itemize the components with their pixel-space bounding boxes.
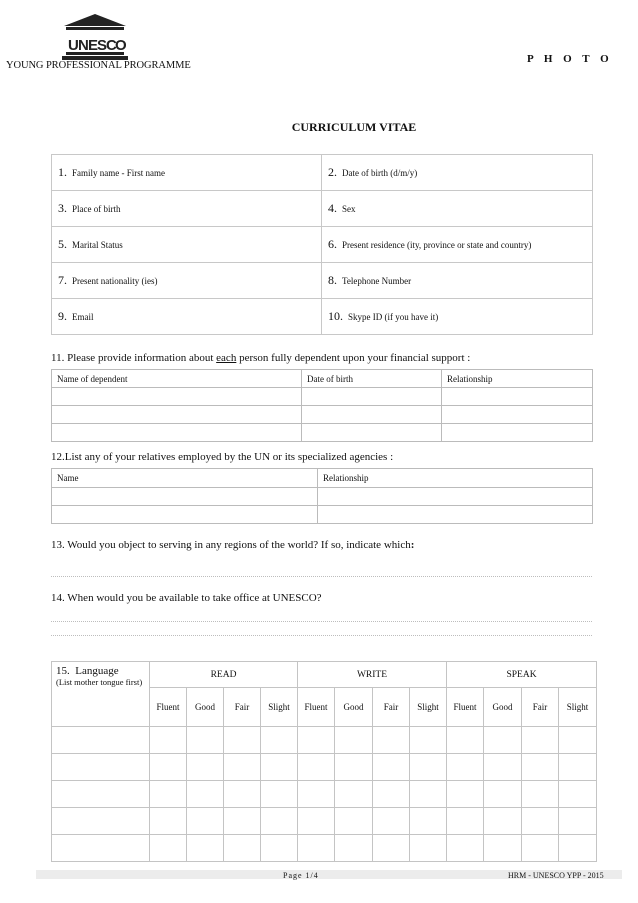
table-cell[interactable] [52, 754, 150, 781]
logo-letter-c: C [106, 37, 117, 54]
table-cell[interactable] [335, 781, 373, 808]
table-cell[interactable] [484, 835, 522, 862]
field-marital-status[interactable] [52, 227, 322, 263]
table-cell[interactable] [261, 808, 298, 835]
table-cell[interactable] [187, 727, 224, 754]
question-emphasis: each [216, 352, 237, 364]
question-number: 15. [56, 665, 70, 677]
table-cell[interactable] [224, 835, 261, 862]
field-number: 7. [58, 273, 67, 287]
table-cell[interactable] [187, 781, 224, 808]
table-cell[interactable] [52, 781, 150, 808]
answer-line[interactable] [51, 635, 592, 636]
field-number: 9. [58, 309, 67, 323]
table-cell[interactable] [410, 808, 447, 835]
table-cell[interactable] [224, 781, 261, 808]
table-cell[interactable] [224, 808, 261, 835]
answer-line[interactable] [51, 576, 592, 577]
table-cell[interactable] [484, 781, 522, 808]
level-fluent: Fluent [150, 688, 187, 727]
table-cell[interactable] [373, 781, 410, 808]
table-cell[interactable] [298, 781, 335, 808]
table-row [52, 727, 597, 754]
table-row [52, 506, 593, 524]
table-cell[interactable] [410, 754, 447, 781]
table-cell[interactable] [335, 754, 373, 781]
level-good: Good [187, 688, 224, 727]
table-cell[interactable] [447, 781, 484, 808]
table-cell[interactable] [442, 406, 593, 424]
answer-line[interactable] [51, 621, 592, 622]
table-cell[interactable] [52, 406, 302, 424]
field-family-name[interactable] [52, 155, 322, 191]
table-cell[interactable] [447, 727, 484, 754]
table-cell[interactable] [373, 727, 410, 754]
question-14: 14. When would you be available to take office at UNESCO? [51, 592, 322, 604]
table-cell[interactable] [224, 727, 261, 754]
table-cell[interactable] [318, 488, 593, 506]
table-cell[interactable] [410, 781, 447, 808]
table-cell[interactable] [187, 808, 224, 835]
question-text: 13. Would you object to serving in any regions of the world? If so, indicate which [51, 539, 411, 551]
logo-letter-o: O [115, 37, 127, 54]
column-header: Relationship [442, 370, 593, 388]
programme-name: YOUNG PROFESSIONAL PROGRAMME [6, 60, 191, 71]
table-cell[interactable] [52, 488, 318, 506]
table-cell[interactable] [484, 754, 522, 781]
write-header: WRITE [298, 662, 447, 688]
table-cell[interactable] [559, 754, 597, 781]
column-header: Relationship [318, 469, 593, 488]
read-header: READ [150, 662, 298, 688]
table-cell[interactable] [52, 506, 318, 524]
field-label: Present nationality (ies) [72, 276, 158, 286]
photo-placeholder: P H O T O [527, 53, 613, 65]
table-cell[interactable] [559, 835, 597, 862]
field-label: Sex [342, 204, 356, 214]
unesco-logo [60, 14, 130, 60]
table-cell[interactable] [335, 835, 373, 862]
page-title: CURRICULUM VITAE [291, 120, 417, 134]
logo-letter-n: N [78, 37, 89, 54]
table-cell[interactable] [559, 781, 597, 808]
table-row [52, 388, 593, 406]
table-cell[interactable] [447, 835, 484, 862]
field-number: 10. [328, 309, 343, 323]
table-cell[interactable] [522, 781, 559, 808]
question-11 [51, 352, 470, 364]
table-row [52, 424, 593, 442]
table-cell[interactable] [187, 835, 224, 862]
relatives-table [51, 468, 593, 524]
table-cell[interactable] [447, 808, 484, 835]
field-telephone[interactable] [322, 263, 593, 299]
field-email[interactable] [52, 299, 322, 335]
language-label: Language [75, 665, 119, 677]
table-row [52, 808, 597, 835]
table-cell[interactable] [447, 754, 484, 781]
table-cell[interactable] [442, 424, 593, 442]
field-label: Marital Status [72, 240, 123, 250]
logo-letter-e: E [88, 37, 99, 54]
field-label: Email [72, 312, 94, 322]
table-cell[interactable] [373, 835, 410, 862]
table-cell[interactable] [522, 808, 559, 835]
logo-letter-s: S [97, 37, 108, 54]
table-cell[interactable] [150, 781, 187, 808]
level-good: Good [335, 688, 373, 727]
table-cell[interactable] [318, 506, 593, 524]
field-label: Telephone Number [342, 276, 412, 286]
table-cell[interactable] [484, 808, 522, 835]
field-label: Place of birth [72, 204, 121, 214]
question-12: 12.List any of your relatives employed by the UN or its specialized agencies : [51, 451, 394, 463]
field-label: Family name - First name [72, 168, 165, 178]
language-note: (List mother tongue first) [56, 677, 143, 687]
field-number: 5. [58, 237, 67, 251]
column-header: Date of birth [302, 370, 442, 388]
field-number: 2. [328, 165, 337, 179]
table-cell[interactable] [224, 754, 261, 781]
level-fluent: Fluent [298, 688, 335, 727]
table-cell[interactable] [150, 754, 187, 781]
table-cell[interactable] [559, 727, 597, 754]
table-cell[interactable] [298, 754, 335, 781]
table-cell[interactable] [522, 727, 559, 754]
question-text: person fully dependent upon your financial support : [236, 352, 471, 364]
table-row [52, 488, 593, 506]
field-nationality[interactable] [52, 263, 322, 299]
table-cell[interactable] [150, 727, 187, 754]
table-cell[interactable] [335, 727, 373, 754]
table-row [52, 406, 593, 424]
table-cell[interactable] [302, 424, 442, 442]
field-label: Skype ID (if you have it) [348, 312, 439, 322]
table-cell[interactable] [373, 808, 410, 835]
level-fair: Fair [522, 688, 559, 727]
table-cell[interactable] [559, 808, 597, 835]
table-cell[interactable] [150, 835, 187, 862]
level-fair: Fair [373, 688, 410, 727]
level-fluent: Fluent [447, 688, 484, 727]
table-cell[interactable] [522, 835, 559, 862]
table-cell[interactable] [298, 808, 335, 835]
table-cell[interactable] [335, 808, 373, 835]
table-cell[interactable] [442, 388, 593, 406]
question-13 [51, 539, 414, 551]
field-number: 3. [58, 201, 67, 215]
table-cell[interactable] [298, 727, 335, 754]
document-reference: HRM - UNESCO YPP - 2015 [508, 871, 604, 880]
level-good: Good [484, 688, 522, 727]
table-cell[interactable] [52, 424, 302, 442]
personal-details-table [51, 154, 593, 335]
question-text: 11. Please provide information about [51, 352, 217, 364]
field-place-of-birth[interactable] [52, 191, 322, 227]
question-colon: : [410, 539, 415, 551]
table-cell[interactable] [52, 727, 150, 754]
table-cell[interactable] [302, 406, 442, 424]
table-cell[interactable] [187, 754, 224, 781]
table-cell[interactable] [410, 727, 447, 754]
level-slight: Slight [261, 688, 298, 727]
field-label: Date of birth (d/m/y) [342, 168, 418, 178]
level-slight: Slight [559, 688, 597, 727]
table-cell[interactable] [52, 388, 302, 406]
column-header: Name [52, 469, 318, 488]
table-row [52, 754, 597, 781]
languages-table [51, 661, 597, 862]
field-present-residence[interactable] [322, 227, 593, 263]
level-fair: Fair [224, 688, 261, 727]
table-row [52, 781, 597, 808]
page-number: Page 1/4 [283, 871, 319, 880]
table-cell[interactable] [298, 835, 335, 862]
table-cell[interactable] [261, 835, 298, 862]
field-skype-id[interactable] [322, 299, 593, 335]
field-number: 6. [328, 237, 337, 251]
table-row [52, 835, 597, 862]
table-cell[interactable] [52, 808, 150, 835]
level-slight: Slight [410, 688, 447, 727]
field-date-of-birth[interactable] [322, 155, 593, 191]
field-number: 8. [328, 273, 337, 287]
table-cell[interactable] [52, 835, 150, 862]
speak-header: SPEAK [447, 662, 597, 688]
field-number: 1. [58, 165, 67, 179]
table-cell[interactable] [150, 808, 187, 835]
language-header [52, 662, 150, 727]
table-cell[interactable] [261, 781, 298, 808]
field-sex[interactable] [322, 191, 593, 227]
field-label: Present residence (ity, province or state and country) [342, 240, 532, 250]
dependents-table [51, 369, 593, 442]
table-cell[interactable] [302, 388, 442, 406]
logo-letter-u: U [68, 37, 79, 54]
table-cell[interactable] [522, 754, 559, 781]
table-cell[interactable] [484, 727, 522, 754]
table-cell[interactable] [410, 835, 447, 862]
table-cell[interactable] [373, 754, 410, 781]
column-header: Name of dependent [52, 370, 302, 388]
table-cell[interactable] [261, 727, 298, 754]
field-number: 4. [328, 201, 337, 215]
table-cell[interactable] [261, 754, 298, 781]
